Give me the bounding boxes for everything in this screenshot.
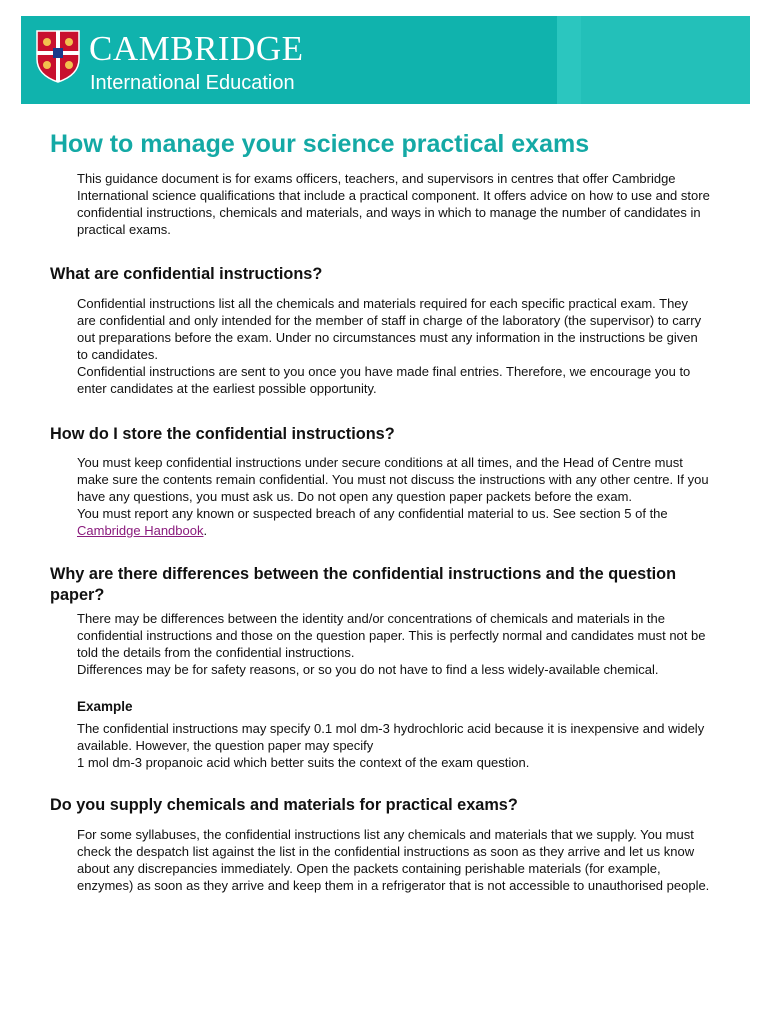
section-heading: What are confidential instructions?: [50, 265, 323, 283]
text-span: You must report any known or suspected breach of any confidential material to us. See section 5 of the: [77, 506, 668, 521]
example-paragraph: The confidential instructions may specify 0.1 mol dm-3 hydrochloric acid because it is inexpensive and widely available. However, the question paper may specify: [77, 721, 705, 753]
header-banner: [21, 16, 750, 104]
example-paragraph: 1 mol dm-3 propanoic acid which better suits the context of the exam question.: [77, 755, 530, 770]
section-paragraph: For some syllabuses, the confidential instructions list any chemicals and materials that we supply. You must check the despatch list against the list in the confidential instructions as soon as they arrive and let us know about any discrepancies immediately. Open the packets containing perishable materials (for example, enzymes) as soon as they arrive and keep them in a refrigerator that is not accessible to unauthorised people.: [77, 827, 710, 893]
text-span: .: [203, 523, 208, 538]
document-body: [50, 170, 710, 894]
section-paragraph: [77, 505, 710, 539]
section-paragraph: Confidential instructions are sent to you once you have made final entries. Therefore, we encourage you to enter candidates at the earliest possible opportunity.: [77, 364, 691, 396]
section-paragraph: Confidential instructions list all the chemicals and materials required for each specific practical exam. They are confidential and only intended for the member of staff in charge of the laboratory (the supervisor) to carry out preparations before the exam. Under no circumstances must any information in the instructions be given to candidates.: [77, 296, 702, 362]
section-heading: Why are there differences between the confidential instructions and the question paper?: [50, 565, 677, 604]
brand-subtitle: International Education: [90, 72, 295, 94]
section-heading: How do I store the confidential instructions?: [50, 425, 395, 443]
cambridge-shield-icon: [35, 29, 81, 83]
section-heading: Do you supply chemicals and materials for practical exams?: [50, 796, 518, 814]
page-title: How to manage your science practical exams: [50, 130, 590, 158]
brand-name: CAMBRIDGE: [89, 29, 304, 68]
banner-accent-inner: [581, 16, 750, 104]
section-paragraph: Differences may be for safety reasons, or so you do not have to find a less widely-available chemical.: [77, 662, 659, 677]
cambridge-handbook-link[interactable]: Cambridge Handbook: [77, 523, 204, 538]
example-heading: Example: [77, 699, 133, 714]
section-paragraph: You must keep confidential instructions under secure conditions at all times, and the Head of Centre must make sure the contents remain confidential. You must not discuss the instructions with any other centre. If you have any questions, you must ask us. Do not open any question paper packets before the exam.: [77, 455, 709, 504]
intro-paragraph: This guidance document is for exams officers, teachers, and supervisors in centres that offer Cambridge International science qualifications that include a practical component. It offers advice on how to use and store confidential instructions, chemicals and materials, and ways in which to manage the number of candidates in practical exams.: [77, 171, 710, 237]
section-paragraph: There may be differences between the identity and/or concentrations of chemicals and materials in the confidential instructions and those on the question paper. This is perfectly normal and candidates must not be told the details from the confidential instructions.: [77, 611, 706, 660]
